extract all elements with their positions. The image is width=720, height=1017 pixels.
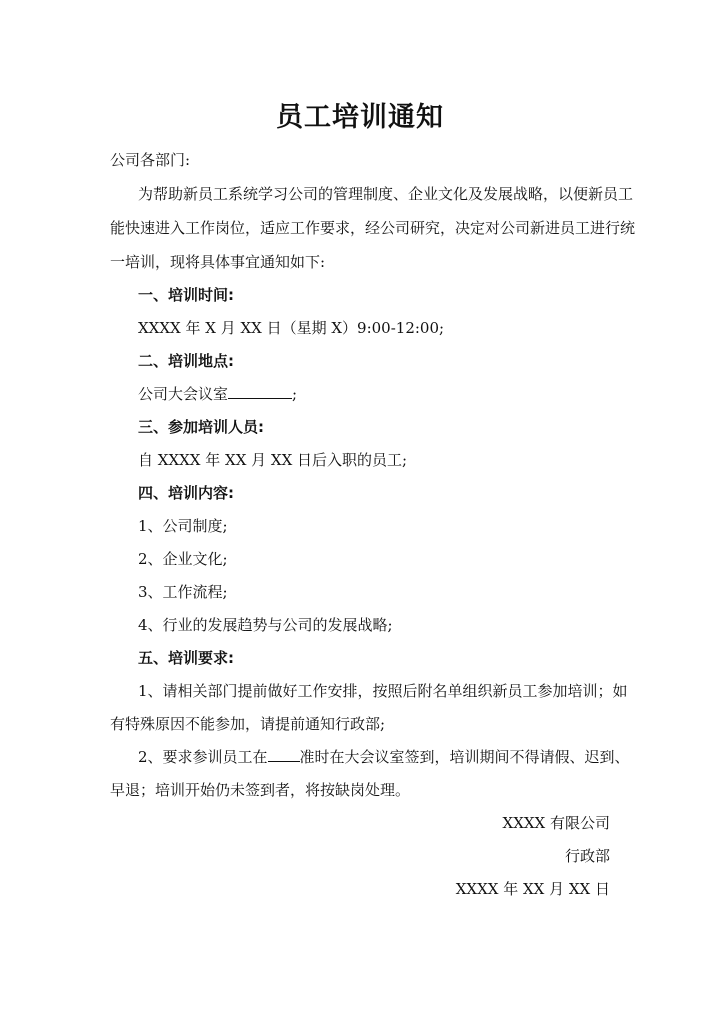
content-item-2: 2、企业文化;: [138, 550, 228, 568]
content-item-3: 3、工作流程;: [138, 583, 228, 601]
section-text-place: [138, 384, 297, 404]
requirement-2-line-1: [138, 747, 630, 767]
signature-department: 行政部: [564, 847, 610, 865]
time-blank-line: [268, 747, 300, 762]
section-heading-content: 四、培训内容:: [138, 484, 234, 502]
intro-line-2: 能快速进入工作岗位，适应工作要求，经公司研究，决定对公司新进员工进行统: [110, 219, 636, 237]
intro-line-1: 为帮助新员工系统学习公司的管理制度、企业文化及发展战略，以便新员工: [138, 185, 634, 203]
content-item-4: 4、行业的发展趋势与公司的发展战略;: [138, 616, 393, 634]
requirement-2-line-2: 早退；培训开始仍未签到者，将按缺岗处理。: [110, 781, 411, 799]
requirement-2-text: 2、要求参训员工在: [138, 748, 268, 766]
signature-company: XXXX 有限公司: [502, 814, 610, 832]
section-heading-people: 三、参加培训人员:: [138, 418, 264, 436]
page-title: 员工培训通知: [276, 102, 444, 133]
signature-date: XXXX 年 XX 月 XX 日: [455, 880, 610, 898]
section-text-people: 自 XXXX 年 XX 月 XX 日后入职的员工;: [138, 451, 408, 469]
salutation: 公司各部门:: [110, 151, 191, 169]
requirement-1-line-1: 1、请相关部门提前做好工作安排，按照后附名单组织新员工参加培训；如: [138, 682, 628, 700]
intro-line-3: 一培训，现将具体事宜通知如下:: [110, 253, 326, 271]
place-blank-line: [228, 384, 292, 399]
section-heading-time: 一、培训时间:: [138, 286, 234, 304]
section-heading-place: 二、培训地点:: [138, 352, 234, 370]
place-text: 公司大会议室: [138, 385, 229, 403]
section-text-time: XXXX 年 X 月 XX 日（星期 X）9:00-12:00;: [138, 319, 445, 337]
requirement-2-text-end: 准时在大会议室签到，培训期间不得请假、迟到、: [299, 748, 630, 766]
place-text-end: ;: [292, 385, 298, 403]
content-item-1: 1、公司制度;: [138, 517, 228, 535]
section-heading-requirements: 五、培训要求:: [138, 649, 234, 667]
requirement-1-line-2: 有特殊原因不能参加，请提前通知行政部;: [110, 715, 386, 733]
